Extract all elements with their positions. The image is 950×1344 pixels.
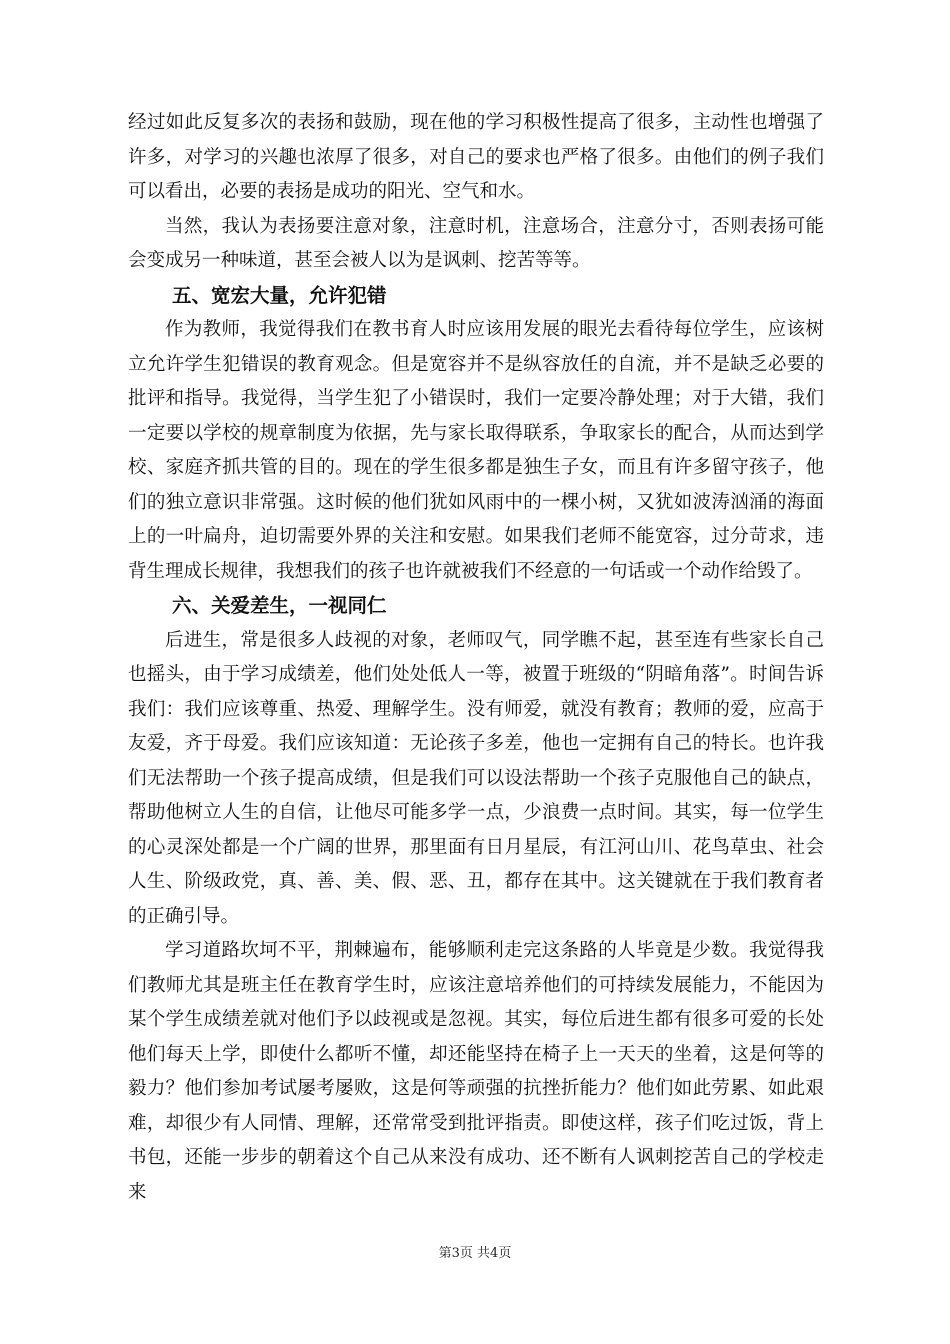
page-footer: 第3页 共4页: [438, 1246, 512, 1261]
section-heading-6: 六、关爱差生，一视同仁: [172, 594, 387, 617]
section-heading-5: 五、宽宏大量，允许犯错: [172, 283, 387, 307]
paragraph-2: 当然，我认为表扬要注意对象，注意时机，注意场合，注意分寸，否则表扬可能会变成另一种味道，甚至会被人以为是讽刺、挖苦等等。: [128, 215, 824, 271]
document-body: [128, 106, 824, 1210]
paragraph-3: 作为教师，我觉得我们在教书育人时应该用发展的眼光去看待每位学生，应该树立允许学生犯错误的教育观念。但是宽容并不是纵容放任的自流，并不是缺乏必要的批评和指导。我觉得，当学生犯了小错误时，我们一定要冷静处理；对于大错，我们一定要以学校的规章制度为依据，先与家长取得联系，争取家长的配合，从而达到学校、家庭齐抓共管的目的。现在的学生很多都是独生子女，而且有许多留守孩子，他们的独立意识非常强。这时候的他们犹如风雨中的一棵小树，又犹如波涛汹涌的海面上的一叶扁舟，迫切需要外界的关注和安慰。如果我们老师不能宽容，过分苛求，违背生理成长规律，我想我们的孩子也许就被我们不经意的一句话或一个动作给毁了。: [128, 319, 824, 582]
paragraph-4: 后进生，常是很多人歧视的对象，老师叹气，同学瞧不起，甚至连有些家长自己也摇头，由于学习成绩差，他们处处低人一等，被置于班级的“阴暗角落”。时间告诉我们：我们应该尊重、热爱、理解学生。没有师爱，就没有教育；教师的爱，应高于友爱，齐于母爱。我们应该知道：无论孩子多差，他也一定拥有自己的特长。也许我们无法帮助一个孩子提高成绩，但是我们可以设法帮助一个孩子克服他自己的缺点，帮助他树立人生的自信，让他尽可能多学一点，少浪费一点时间。其实，每一位学生的心灵深处都是一个广阔的世界，那里面有日月星辰，有江河山川、花鸟草虫、社会人生、阶级政党，真、善、美、假、恶、丑，都存在其中。这关键就在于我们教育者的正确引导。: [128, 629, 824, 927]
paragraph-5: 学习道路坎坷不平，荆棘遍布，能够顺利走完这条路的人毕竟是少数。我觉得我们教师尤其是班主任在教育学生时，应该注意培养他们的可持续发展能力，不能因为某个学生成绩差就对他们予以歧视或是忽视。其实，每位后进生都有很多可爱的长处他们每天上学，即使什么都听不懂，却还能坚持在椅子上一天天的坐着，这是何等的毅力？他们参加考试屡考屡败，这是何等顽强的抗挫折能力？他们如此劳累、如此艰难，却很少有人同情、理解，还常常受到批评指责。即使这样，孩子们吃过饭，背上书包，还能一步步的朝着这个自己从来没有成功、还不断有人讽刺挖苦自己的学校走来: [128, 940, 824, 1203]
paragraph-1: 经过如此反复多次的表扬和鼓励，现在他的学习积极性提高了很多，主动性也增强了许多，对学习的兴趣也浓厚了很多，对自己的要求也严格了很多。由他们的例子我们可以看出，必要的表扬是成功的阳光、空气和水。: [128, 112, 824, 202]
